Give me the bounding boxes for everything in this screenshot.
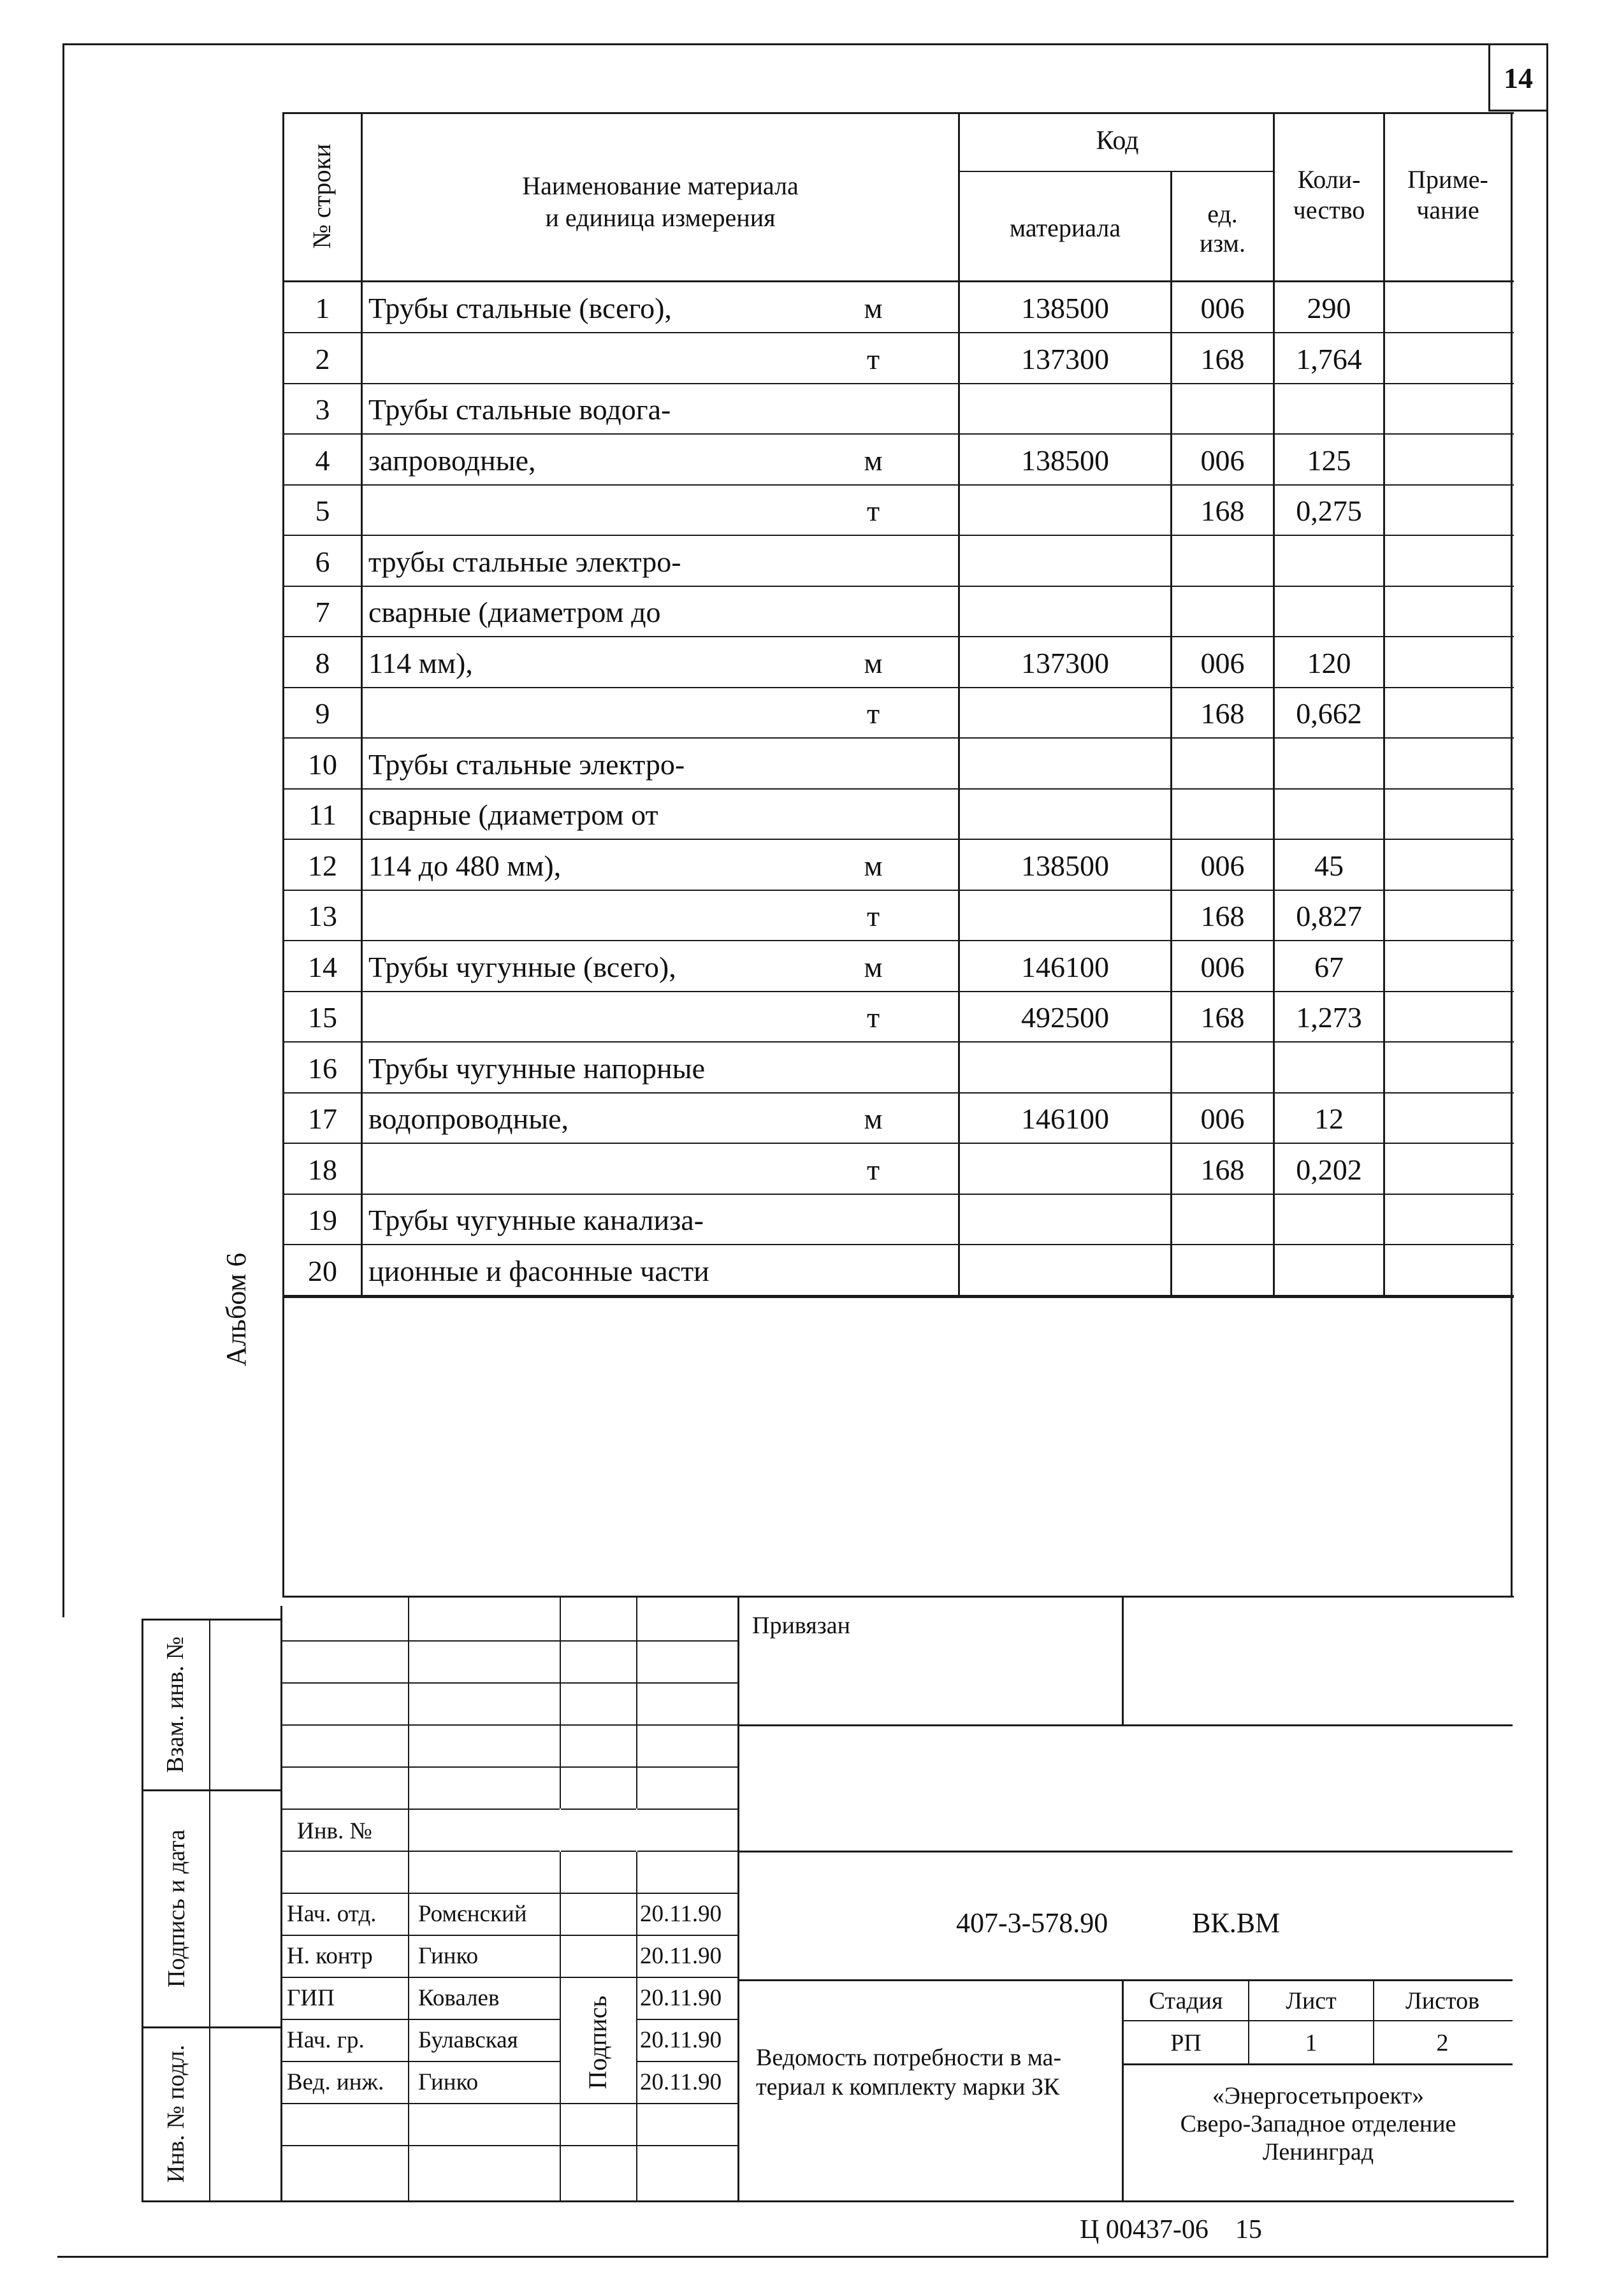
album-label: Альбом 6: [221, 1252, 252, 1367]
row-quantity: 125: [1307, 444, 1351, 477]
doc-mark: ВК.ВМ: [1192, 1907, 1281, 1939]
signer-date: 20.11.90: [640, 1943, 722, 1969]
side-vzam-inv: Взам. инв. №: [162, 1636, 189, 1773]
row-unit-code: 006: [1200, 1102, 1245, 1135]
sheet-label: Лист: [1286, 1988, 1337, 2014]
row-unit: т: [866, 900, 880, 932]
row-number: 10: [308, 748, 337, 781]
header-code-unit-1: ед.: [1207, 199, 1238, 228]
row-material-code: 146100: [1021, 951, 1109, 983]
row-number: 19: [308, 1204, 337, 1236]
signer-name: Ковалев: [418, 1985, 500, 2011]
row-unit: м: [864, 647, 883, 679]
row-number: 12: [308, 849, 337, 882]
row-unit: м: [864, 444, 883, 477]
frame-right: [1546, 43, 1548, 2257]
row-name: Трубы стальные (всего),: [368, 292, 672, 324]
row-name: Трубы чугунные канализа-: [368, 1204, 704, 1236]
stamp-podpis: Подпись: [583, 1995, 612, 2090]
row-name: водопроводные,: [368, 1102, 569, 1135]
doc-title-line2: териал к комплекту марки ЗК: [756, 2074, 1060, 2100]
footer-code: Ц 00437-06 15: [1080, 2215, 1262, 2244]
row-name: ционные и фасонные части: [368, 1255, 709, 1287]
header-name-line1: Наименование материала: [522, 171, 799, 200]
row-unit: м: [864, 951, 883, 983]
signer-name: Гинко: [418, 1943, 479, 1969]
row-name: запроводные,: [368, 444, 536, 477]
row-number: 1: [315, 292, 330, 324]
row-quantity: 120: [1307, 647, 1351, 679]
side-inv-podl: Инв. № подл.: [163, 2044, 189, 2183]
row-unit-code: 168: [1200, 495, 1245, 527]
header-note-2: чание: [1416, 196, 1479, 224]
row-unit-code: 006: [1200, 849, 1245, 882]
signer-role: Нач. гр.: [287, 2027, 365, 2053]
frame-left: [62, 43, 64, 1617]
row-name: сварные (диаметром до: [368, 596, 661, 628]
row-number: 3: [315, 393, 330, 426]
row-name: Трубы чугунные (всего),: [368, 951, 676, 983]
row-number: 11: [308, 798, 337, 831]
signer-role: Нач. отд.: [287, 1901, 377, 1927]
page-number-box-bottom: [1488, 110, 1548, 112]
row-unit-code: 006: [1200, 647, 1245, 679]
doc-title-line1: Ведомость потребности в ма-: [756, 2044, 1062, 2071]
row-quantity: 1,764: [1296, 343, 1362, 375]
row-unit-code: 006: [1200, 292, 1245, 324]
row-number: 8: [315, 647, 330, 679]
row-unit: т: [866, 1001, 880, 1034]
row-unit: т: [866, 1153, 880, 1186]
sheets-value: 2: [1436, 2030, 1449, 2056]
side-podpis-data: Подпись и дата: [163, 1829, 190, 1988]
stage-value: РП: [1170, 2030, 1202, 2056]
sheets-label: Листов: [1405, 1988, 1480, 2014]
row-number: 9: [315, 697, 330, 730]
row-material-code: 492500: [1021, 1001, 1109, 1034]
row-number: 6: [315, 545, 330, 578]
signer-role: Н. контр: [287, 1943, 373, 1969]
row-number: 13: [308, 900, 337, 932]
row-unit-code: 168: [1200, 697, 1245, 730]
row-number: 15: [308, 1001, 337, 1034]
row-quantity: 0,275: [1296, 495, 1362, 527]
stamp-privyazan: Привязан: [752, 1612, 850, 1639]
row-unit-code: 168: [1200, 343, 1245, 375]
row-number: 7: [315, 596, 330, 628]
row-unit: т: [866, 495, 880, 527]
row-unit: м: [864, 1102, 883, 1135]
signer-role: ГИП: [287, 1985, 335, 2011]
row-material-code: 137300: [1021, 647, 1109, 679]
row-material-code: 138500: [1021, 292, 1109, 324]
row-name: Трубы стальные водога-: [368, 393, 671, 426]
signer-name: Ромєнский: [418, 1901, 527, 1927]
header-quantity-2: чество: [1293, 196, 1365, 224]
header-quantity-1: Коли-: [1297, 165, 1361, 194]
org-line3: Ленинград: [1262, 2139, 1374, 2165]
frame-bottom: [57, 2256, 1548, 2258]
header-code: Код: [1096, 126, 1139, 155]
signer-date: 20.11.90: [640, 1985, 722, 2011]
row-name: Трубы стальные электро-: [368, 748, 685, 781]
row-unit: м: [864, 849, 883, 882]
row-quantity: 12: [1314, 1102, 1344, 1135]
row-unit: т: [866, 697, 880, 730]
org-line2: Сверо-Западное отделение: [1180, 2111, 1456, 2137]
row-name: 114 до 480 мм),: [368, 849, 562, 882]
row-material-code: 146100: [1021, 1102, 1109, 1135]
row-quantity: 67: [1314, 951, 1344, 983]
row-unit: т: [866, 343, 880, 375]
page-number: 14: [1504, 62, 1533, 94]
row-material-code: 137300: [1021, 343, 1109, 375]
row-quantity: 1,273: [1296, 1001, 1362, 1034]
stage-label: Стадия: [1149, 1988, 1223, 2014]
signer-date: 20.11.90: [640, 2069, 722, 2095]
row-number: 4: [315, 444, 330, 477]
header-note-1: Приме-: [1407, 165, 1488, 194]
row-quantity: 0,662: [1296, 697, 1362, 730]
row-name: Трубы чугунные напорные: [368, 1052, 705, 1085]
row-unit-code: 006: [1200, 951, 1245, 983]
row-quantity: 290: [1307, 292, 1351, 324]
row-number: 2: [315, 343, 330, 375]
header-row-no: № строки: [307, 143, 336, 249]
row-unit: м: [864, 292, 883, 324]
doc-code: 407-3-578.90: [956, 1907, 1108, 1939]
org-line1: «Энергосетьпроект»: [1212, 2083, 1425, 2109]
row-quantity: 45: [1314, 849, 1344, 882]
row-unit-code: 006: [1200, 444, 1245, 477]
row-unit-code: 168: [1200, 900, 1245, 932]
row-name: трубы стальные электро-: [368, 545, 681, 578]
signer-date: 20.11.90: [640, 2027, 722, 2053]
signer-role: Вед. инж.: [287, 2069, 384, 2095]
row-number: 5: [315, 495, 330, 527]
signer-date: 20.11.90: [640, 1901, 722, 1927]
row-number: 14: [308, 951, 337, 983]
row-number: 18: [308, 1153, 337, 1186]
row-material-code: 138500: [1021, 444, 1109, 477]
row-unit-code: 168: [1200, 1153, 1245, 1186]
row-quantity: 0,827: [1296, 900, 1362, 932]
row-material-code: 138500: [1021, 849, 1109, 882]
signer-name: Булавская: [418, 2027, 518, 2053]
row-number: 16: [308, 1052, 337, 1085]
row-number: 17: [308, 1102, 337, 1135]
sheet-value: 1: [1305, 2030, 1318, 2056]
row-quantity: 0,202: [1296, 1153, 1362, 1186]
header-name-line2: и единица измерения: [545, 203, 776, 232]
frame-top: [62, 43, 1548, 45]
header-code-unit-2: изм.: [1200, 229, 1245, 257]
header-code-material: материала: [1009, 213, 1121, 242]
row-number: 20: [308, 1255, 337, 1287]
row-name: сварные (диаметром от: [368, 798, 658, 831]
stamp-inv-no: Инв. №: [297, 1818, 372, 1844]
row-unit-code: 168: [1200, 1001, 1245, 1034]
signer-name: Гинко: [418, 2069, 479, 2095]
row-name: 114 мм),: [368, 647, 473, 679]
